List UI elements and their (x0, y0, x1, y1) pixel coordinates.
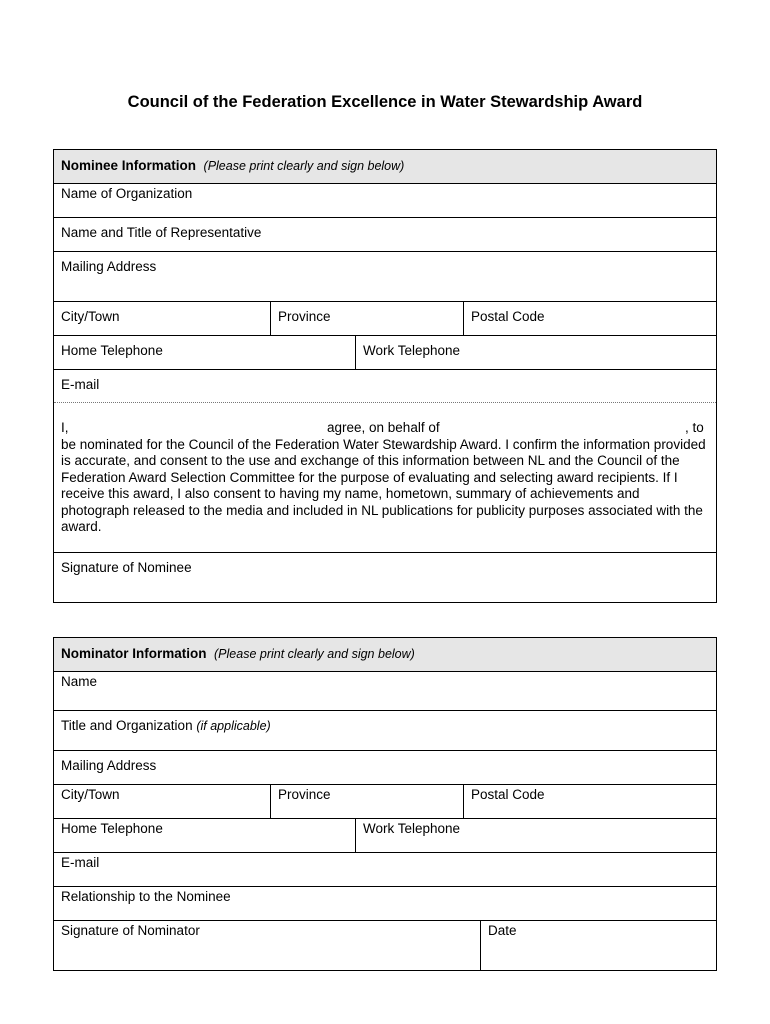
relationship-field[interactable] (54, 887, 716, 920)
org-name-row (54, 183, 716, 217)
nominator-mailing-label: Mailing Address (61, 758, 157, 773)
nominator-header-row (54, 638, 716, 671)
consent-row (54, 402, 716, 552)
date-label: Date (488, 923, 517, 938)
consent-body: be nominated for the Council of the Federation Water Stewardship Award. I confirm the information provided is accurate, and consent to the use and exchange of this information between NL and the Council of the Federation Award Selection Committee for the purpose of evaluating and selecting award recipients. If I receive this award, I also consent to having my name, hometown, summary of achievements and photograph released to the media and included in NL publications for publicity purposes associated with the award. (61, 436, 706, 534)
nominee-work-tel-label: Work Telephone (363, 343, 461, 358)
nominee-mailing-row (54, 251, 716, 301)
nominator-signature-field[interactable] (54, 921, 480, 970)
nominee-signature-label: Signature of Nominee (61, 560, 192, 575)
nominee-city-field[interactable] (54, 302, 270, 335)
representative-field[interactable] (54, 218, 716, 251)
nominator-email-row (54, 852, 716, 886)
nominator-header-label: Nominator Information (61, 646, 207, 661)
nominator-phone-row (54, 818, 716, 852)
nominee-signature-row (54, 552, 716, 602)
nominee-work-tel-field[interactable] (355, 336, 716, 369)
nominator-email-label: E-mail (61, 855, 100, 870)
nominee-email-field[interactable] (54, 370, 716, 402)
nominator-title-row (54, 710, 716, 750)
representative-label: Name and Title of Representative (61, 225, 262, 240)
nominee-postal-field[interactable] (463, 302, 716, 335)
nominee-header-note: (Please print clearly and sign below) (203, 159, 405, 173)
nominee-location-row (54, 301, 716, 335)
nominator-section (53, 637, 717, 971)
nominator-name-row (54, 671, 716, 710)
representative-row (54, 217, 716, 251)
nominee-mailing-label: Mailing Address (61, 259, 157, 274)
nominee-mailing-field[interactable] (54, 252, 716, 301)
nominator-header-note: (Please print clearly and sign below) (214, 647, 415, 661)
nominee-home-tel-field[interactable] (54, 336, 355, 369)
nominee-city-label: City/Town (61, 309, 120, 324)
nominee-header-label: Nominee Information (61, 158, 197, 173)
org-name-field[interactable] (54, 184, 716, 217)
nominee-email-label: E-mail (61, 377, 100, 392)
nominator-name-field[interactable] (54, 672, 716, 710)
nominee-section (53, 149, 717, 603)
nominator-title-note: (if applicable) (196, 719, 271, 733)
nominee-header-row (54, 150, 716, 183)
nominator-signature-label: Signature of Nominator (61, 923, 200, 938)
nominator-name-label: Name (61, 674, 98, 689)
nominee-postal-label: Postal Code (471, 309, 545, 324)
consent-to: , to (685, 420, 704, 435)
nominee-signature-field[interactable] (54, 553, 716, 602)
nominator-city-field[interactable] (54, 785, 270, 818)
nominator-mailing-field[interactable] (54, 751, 716, 784)
nominator-province-field[interactable] (270, 785, 463, 818)
consent-agree: agree, on behalf of (327, 420, 440, 435)
nominator-title-field[interactable] (54, 711, 716, 750)
form-title: Council of the Federation Excellence in Water Stewardship Award (127, 93, 643, 111)
nominee-province-label: Province (278, 309, 331, 324)
nominator-postal-field[interactable] (463, 785, 716, 818)
nominator-postal-label: Postal Code (471, 787, 545, 802)
nominee-header (54, 150, 716, 183)
nominator-home-tel-label: Home Telephone (61, 821, 163, 836)
consent-statement (54, 403, 716, 552)
nominator-signature-row (54, 920, 716, 970)
nominee-phone-row (54, 335, 716, 369)
nominator-province-label: Province (278, 787, 331, 802)
nominator-location-row (54, 784, 716, 818)
nominator-title-label: Title and Organization (61, 718, 193, 733)
nominator-mailing-row (54, 750, 716, 784)
nominator-work-tel-field[interactable] (355, 819, 716, 852)
date-field[interactable] (480, 921, 716, 970)
nominee-home-tel-label: Home Telephone (61, 343, 163, 358)
relationship-row (54, 886, 716, 920)
nominator-city-label: City/Town (61, 787, 120, 802)
relationship-label: Relationship to the Nominee (61, 889, 231, 904)
nominee-province-field[interactable] (270, 302, 463, 335)
nominator-email-field[interactable] (54, 853, 716, 886)
nominee-email-row (54, 369, 716, 402)
consent-i: I, (61, 420, 69, 435)
org-name-label: Name of Organization (61, 186, 193, 201)
nominator-header (54, 638, 716, 671)
nominator-home-tel-field[interactable] (54, 819, 355, 852)
nominator-work-tel-label: Work Telephone (363, 821, 461, 836)
